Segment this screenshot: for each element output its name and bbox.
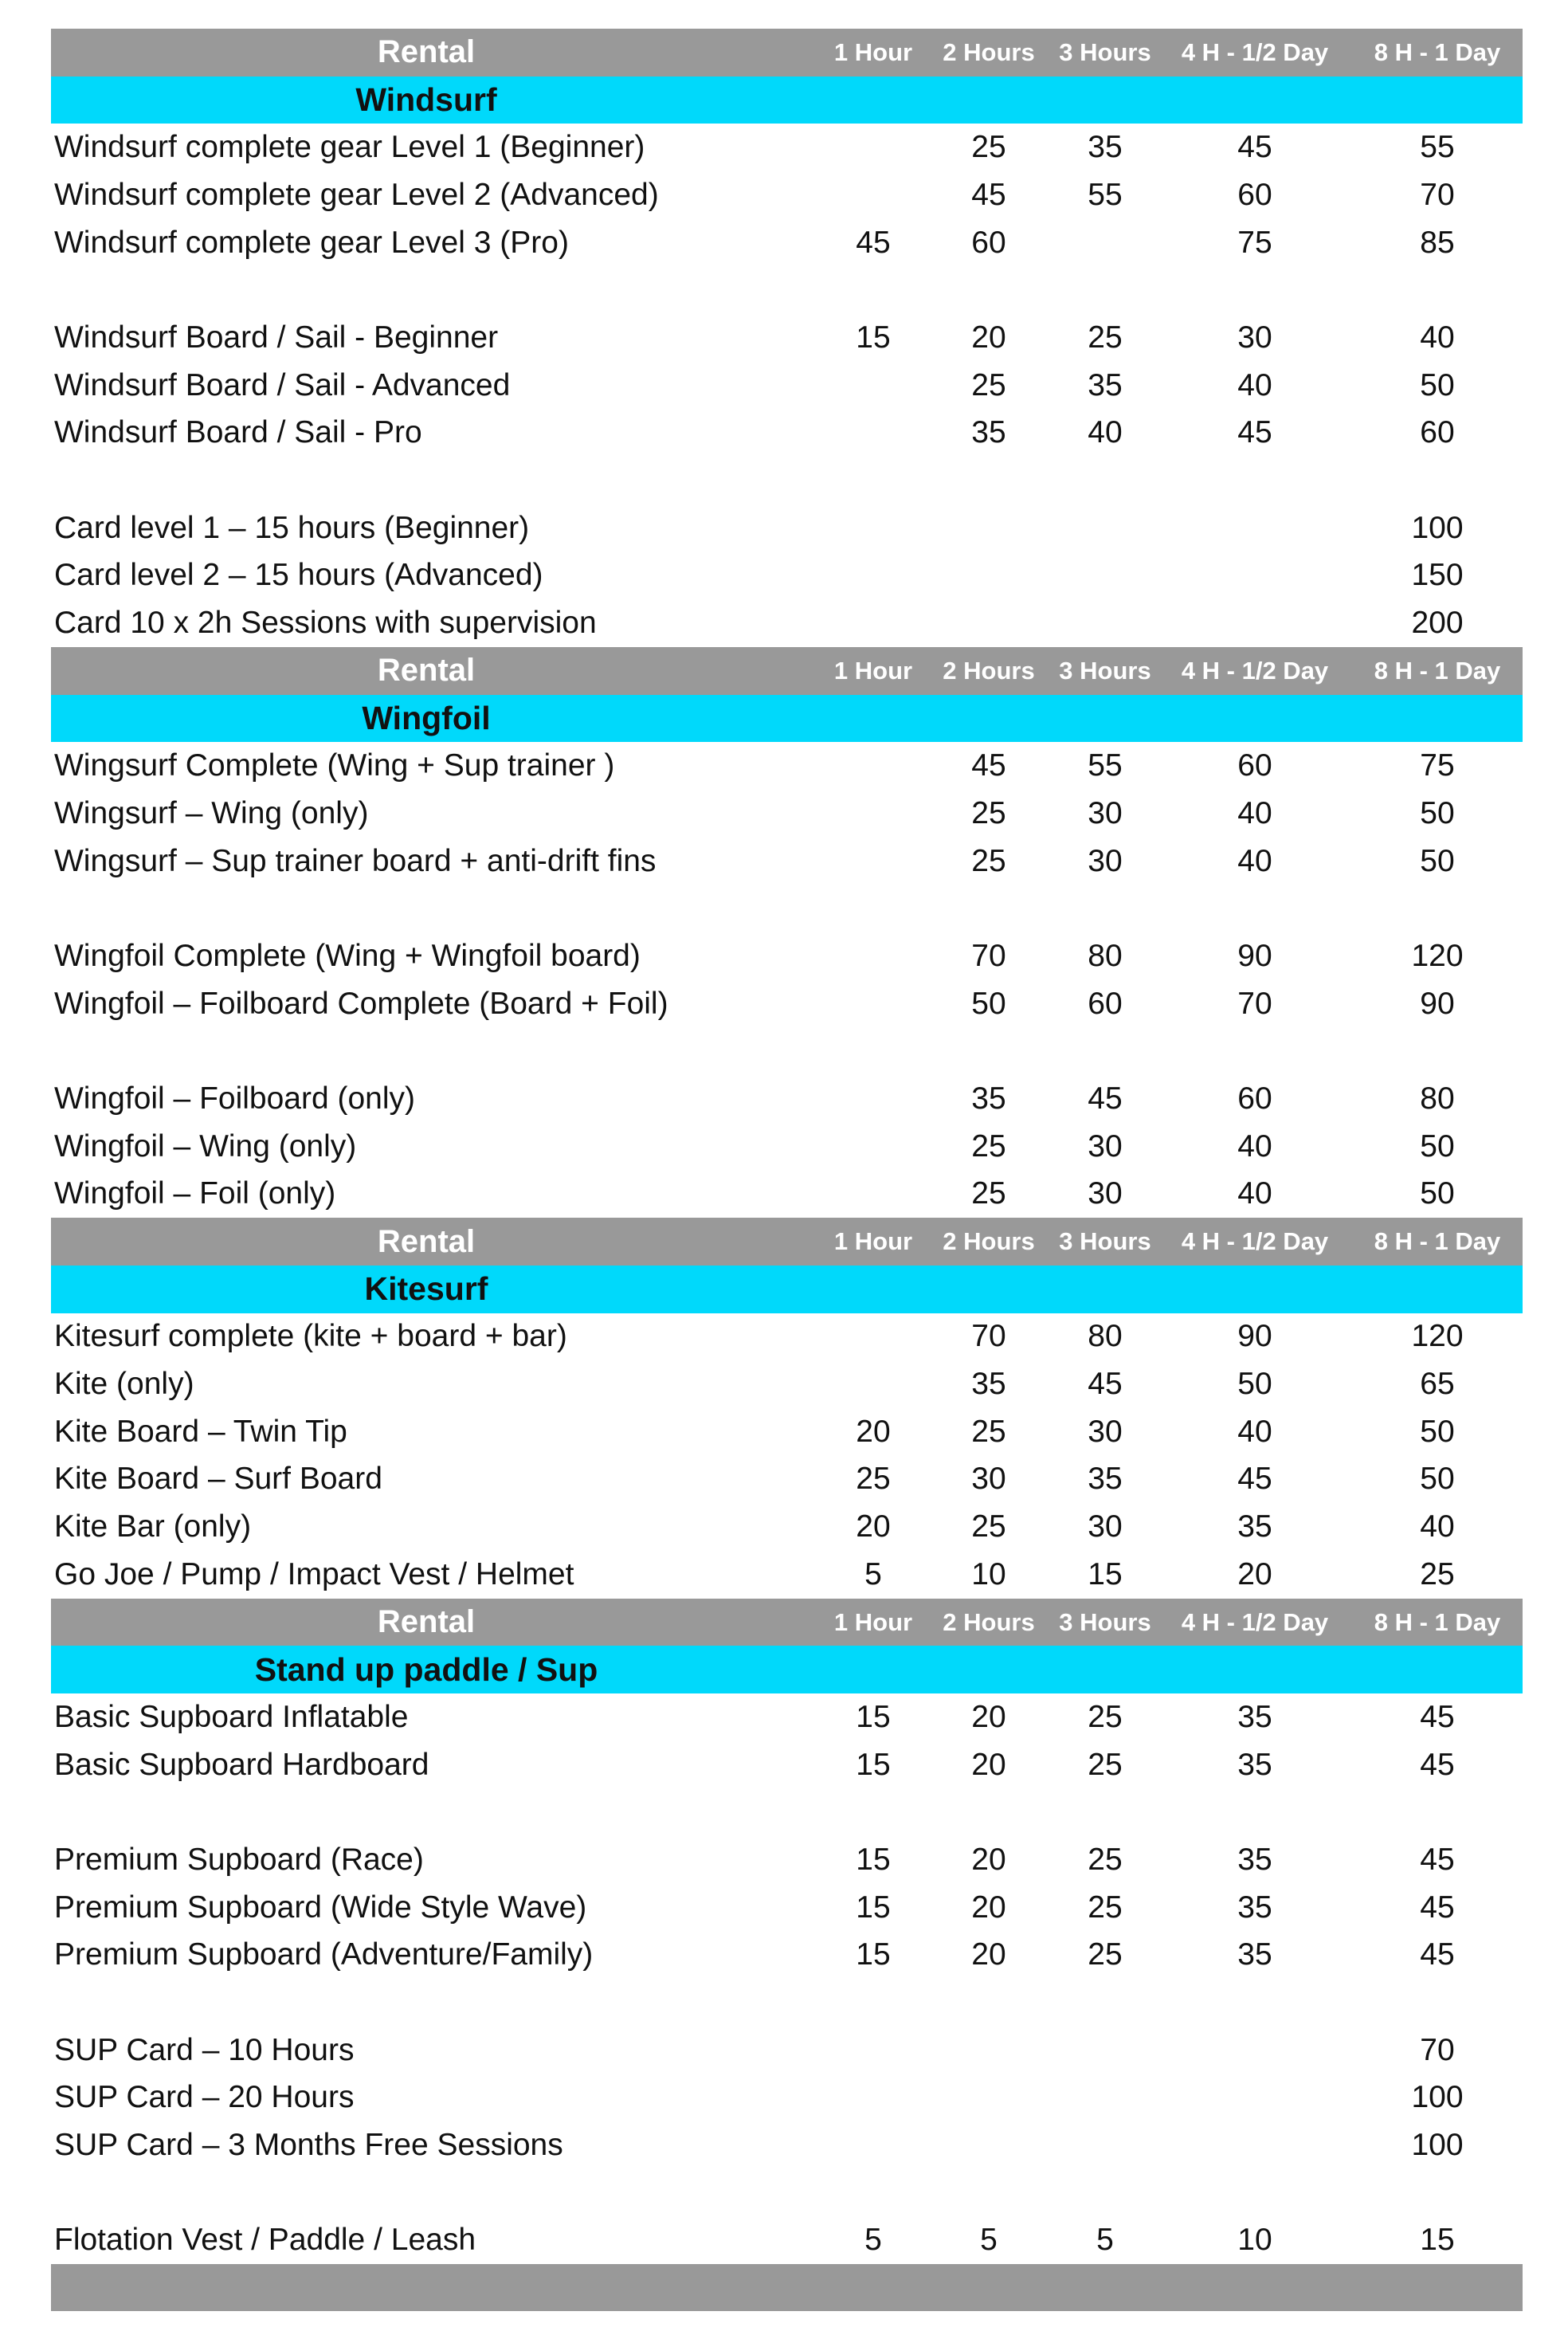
- price-8-h-1-day: 50: [1420, 1176, 1455, 1211]
- price-row: [51, 171, 1523, 219]
- price-8-h-1-day: 50: [1420, 367, 1455, 402]
- price-2-hours: 70: [971, 1319, 1006, 1354]
- price-2-hours: 30: [971, 1462, 1006, 1497]
- price-row: [51, 410, 1523, 457]
- price-8-h-1-day: 45: [1420, 1937, 1455, 1972]
- price-8-h-1-day: 80: [1420, 1081, 1455, 1116]
- price-3-hours: 30: [1088, 843, 1123, 878]
- price-row: [51, 1075, 1523, 1123]
- price-row: [51, 1503, 1523, 1551]
- price-8-h-1-day: 45: [1420, 1699, 1455, 1734]
- item-name: Kite Board – Twin Tip: [54, 1414, 347, 1449]
- price-8-h-1-day: 45: [1420, 1842, 1455, 1877]
- price-4-h-1-2-day: 90: [1237, 938, 1272, 973]
- price-4-h-1-2-day: 35: [1237, 1890, 1272, 1925]
- item-name: Card level 1 – 15 hours (Beginner): [54, 510, 530, 545]
- price-8-h-1-day: 50: [1420, 1414, 1455, 1449]
- price-table: [51, 29, 1523, 2311]
- footer-bar: [51, 2264, 1523, 2311]
- price-8-h-1-day: 50: [1420, 1462, 1455, 1497]
- price-4-h-1-2-day: 35: [1237, 1842, 1272, 1877]
- price-4-h-1-2-day: 40: [1237, 795, 1272, 830]
- item-name: Windsurf Board / Sail - Beginner: [54, 320, 499, 355]
- price-row: [51, 1313, 1523, 1361]
- price-3-hours: 25: [1088, 1699, 1123, 1734]
- price-1-hour: 15: [856, 1890, 891, 1925]
- price-row: [51, 124, 1523, 171]
- price-1-hour: 25: [856, 1462, 891, 1497]
- price-1-hour: 20: [856, 1414, 891, 1449]
- price-row: [51, 552, 1523, 600]
- price-2-hours: 25: [971, 1509, 1006, 1544]
- section-title-row-windsurf: [51, 77, 1523, 124]
- price-8-h-1-day: 60: [1420, 415, 1455, 450]
- price-row: [51, 2217, 1523, 2265]
- price-2-hours: 25: [971, 843, 1006, 878]
- price-1-hour: 15: [856, 1699, 891, 1734]
- item-name: Premium Supboard (Race): [54, 1842, 424, 1877]
- price-row: [51, 1551, 1523, 1599]
- rental-label: Rental: [377, 34, 476, 70]
- section-title-row-stand-up-paddle-sup: [51, 1646, 1523, 1693]
- price-3-hours: 80: [1088, 1319, 1123, 1354]
- item-name: SUP Card – 10 Hours: [54, 2032, 355, 2067]
- spacer-row: [51, 1979, 1523, 2027]
- price-8-h-1-day: 25: [1420, 1556, 1455, 1591]
- price-8-h-1-day: 40: [1420, 320, 1455, 355]
- price-8-h-1-day: 100: [1411, 510, 1464, 545]
- price-4-h-1-2-day: 60: [1237, 177, 1272, 212]
- price-row: [51, 2074, 1523, 2122]
- price-1-hour: 45: [856, 225, 891, 260]
- spacer-row: [51, 1788, 1523, 1836]
- price-3-hours: 55: [1088, 748, 1123, 783]
- price-row: [51, 1408, 1523, 1456]
- price-3-hours: 30: [1088, 795, 1123, 830]
- price-3-hours: 30: [1088, 1176, 1123, 1211]
- price-1-hour: 20: [856, 1509, 891, 1544]
- column-header-1-hour: 1 Hour: [833, 1227, 913, 1256]
- section-title: Stand up paddle / Sup: [254, 1650, 598, 1688]
- item-name: Basic Supboard Hardboard: [54, 1747, 429, 1782]
- header-row-windsurf: [51, 29, 1523, 77]
- column-header-2-hours: 2 Hours: [943, 1227, 1035, 1256]
- item-name: Card level 2 – 15 hours (Advanced): [54, 558, 543, 593]
- price-8-h-1-day: 50: [1420, 843, 1455, 878]
- column-header-4-h-1-2-day: 4 H - 1/2 Day: [1181, 1227, 1329, 1256]
- price-3-hours: 45: [1088, 1081, 1123, 1116]
- price-2-hours: 25: [971, 367, 1006, 402]
- price-4-h-1-2-day: 20: [1237, 1556, 1272, 1591]
- price-row: [51, 1836, 1523, 1884]
- price-1-hour: 15: [856, 1937, 891, 1972]
- column-header-3-hours: 3 Hours: [1059, 1227, 1151, 1256]
- price-8-h-1-day: 45: [1420, 1890, 1455, 1925]
- spacer-row: [51, 885, 1523, 932]
- price-2-hours: 20: [971, 320, 1006, 355]
- column-header-8-h-1-day: 8 H - 1 Day: [1374, 37, 1501, 66]
- price-2-hours: 25: [971, 1128, 1006, 1164]
- price-2-hours: 45: [971, 748, 1006, 783]
- rental-label: Rental: [377, 1223, 476, 1259]
- price-8-h-1-day: 70: [1420, 2032, 1455, 2067]
- item-name: Windsurf Board / Sail - Advanced: [54, 367, 511, 402]
- price-8-h-1-day: 70: [1420, 177, 1455, 212]
- price-2-hours: 20: [971, 1842, 1006, 1877]
- column-header-3-hours: 3 Hours: [1059, 656, 1151, 685]
- price-8-h-1-day: 50: [1420, 795, 1455, 830]
- price-4-h-1-2-day: 40: [1237, 367, 1272, 402]
- price-row: [51, 1884, 1523, 1932]
- item-name: Wingsurf Complete (Wing + Sup trainer ): [54, 748, 615, 783]
- price-1-hour: 15: [856, 1842, 891, 1877]
- price-1-hour: 5: [864, 1556, 882, 1591]
- column-header-2-hours: 2 Hours: [943, 1607, 1035, 1636]
- price-2-hours: 10: [971, 1556, 1006, 1591]
- price-3-hours: 25: [1088, 320, 1123, 355]
- price-8-h-1-day: 100: [1411, 2128, 1464, 2163]
- price-2-hours: 25: [971, 1414, 1006, 1449]
- price-row: [51, 504, 1523, 552]
- price-3-hours: 15: [1088, 1556, 1123, 1591]
- section-title-row-wingfoil: [51, 695, 1523, 743]
- price-8-h-1-day: 150: [1411, 558, 1464, 593]
- price-1-hour: 15: [856, 1747, 891, 1782]
- price-row: [51, 1123, 1523, 1171]
- column-header-2-hours: 2 Hours: [943, 37, 1035, 66]
- column-header-4-h-1-2-day: 4 H - 1/2 Day: [1181, 1607, 1329, 1636]
- price-row: [51, 1171, 1523, 1219]
- item-name: Go Joe / Pump / Impact Vest / Helmet: [54, 1556, 574, 1591]
- price-row: [51, 742, 1523, 790]
- price-2-hours: 35: [971, 1081, 1006, 1116]
- column-header-1-hour: 1 Hour: [833, 1607, 913, 1636]
- price-8-h-1-day: 200: [1411, 606, 1464, 641]
- price-3-hours: 55: [1088, 177, 1123, 212]
- price-8-h-1-day: 65: [1420, 1367, 1455, 1402]
- price-3-hours: 5: [1096, 2223, 1114, 2258]
- price-row: [51, 2027, 1523, 2074]
- item-name: Windsurf complete gear Level 3 (Pro): [54, 225, 569, 260]
- column-header-8-h-1-day: 8 H - 1 Day: [1374, 1607, 1501, 1636]
- item-name: Wingsurf – Sup trainer board + anti-drift fins: [54, 843, 657, 878]
- item-name: Kite Board – Surf Board: [54, 1462, 382, 1497]
- price-row: [51, 1693, 1523, 1741]
- price-row: [51, 314, 1523, 362]
- item-name: Kite Bar (only): [54, 1509, 252, 1544]
- item-name: SUP Card – 3 Months Free Sessions: [54, 2128, 563, 2163]
- column-header-4-h-1-2-day: 4 H - 1/2 Day: [1181, 37, 1329, 66]
- price-3-hours: 35: [1088, 130, 1123, 165]
- item-name: Wingfoil Complete (Wing + Wingfoil board): [54, 938, 641, 973]
- item-name: Flotation Vest / Paddle / Leash: [54, 2223, 476, 2258]
- price-8-h-1-day: 15: [1420, 2223, 1455, 2258]
- price-3-hours: 80: [1088, 938, 1123, 973]
- price-4-h-1-2-day: 75: [1237, 225, 1272, 260]
- price-2-hours: 50: [971, 986, 1006, 1021]
- price-8-h-1-day: 75: [1420, 748, 1455, 783]
- column-header-1-hour: 1 Hour: [833, 37, 913, 66]
- price-8-h-1-day: 55: [1420, 130, 1455, 165]
- spacer-row: [51, 266, 1523, 314]
- price-4-h-1-2-day: 30: [1237, 320, 1272, 355]
- spacer-row: [51, 2169, 1523, 2217]
- price-row: [51, 2121, 1523, 2169]
- price-1-hour: 5: [864, 2223, 882, 2258]
- price-8-h-1-day: 45: [1420, 1747, 1455, 1782]
- item-name: Wingfoil – Foil (only): [54, 1176, 336, 1211]
- price-3-hours: 40: [1088, 415, 1123, 450]
- price-2-hours: 20: [971, 1890, 1006, 1925]
- price-2-hours: 25: [971, 130, 1006, 165]
- price-2-hours: 20: [971, 1699, 1006, 1734]
- price-4-h-1-2-day: 40: [1237, 1414, 1272, 1449]
- item-name: Premium Supboard (Wide Style Wave): [54, 1890, 587, 1925]
- price-4-h-1-2-day: 50: [1237, 1367, 1272, 1402]
- column-header-3-hours: 3 Hours: [1059, 1607, 1151, 1636]
- price-row: [51, 932, 1523, 980]
- price-3-hours: 35: [1088, 367, 1123, 402]
- price-3-hours: 30: [1088, 1414, 1123, 1449]
- price-4-h-1-2-day: 10: [1237, 2223, 1272, 2258]
- column-header-3-hours: 3 Hours: [1059, 37, 1151, 66]
- column-header-2-hours: 2 Hours: [943, 656, 1035, 685]
- price-3-hours: 25: [1088, 1937, 1123, 1972]
- section-title: Windsurf: [355, 81, 497, 119]
- price-4-h-1-2-day: 35: [1237, 1699, 1272, 1734]
- price-row: [51, 1456, 1523, 1504]
- item-name: Basic Supboard Inflatable: [54, 1699, 409, 1734]
- price-4-h-1-2-day: 45: [1237, 1462, 1272, 1497]
- item-name: Card 10 x 2h Sessions with supervision: [54, 606, 597, 641]
- price-4-h-1-2-day: 45: [1237, 415, 1272, 450]
- price-8-h-1-day: 100: [1411, 2080, 1464, 2115]
- price-4-h-1-2-day: 70: [1237, 986, 1272, 1021]
- price-3-hours: 25: [1088, 1842, 1123, 1877]
- price-4-h-1-2-day: 60: [1237, 1081, 1272, 1116]
- price-4-h-1-2-day: 90: [1237, 1319, 1272, 1354]
- price-8-h-1-day: 90: [1420, 986, 1455, 1021]
- price-8-h-1-day: 40: [1420, 1509, 1455, 1544]
- price-2-hours: 25: [971, 795, 1006, 830]
- price-2-hours: 20: [971, 1937, 1006, 1972]
- item-name: Wingfoil – Wing (only): [54, 1128, 357, 1164]
- item-name: SUP Card – 20 Hours: [54, 2080, 355, 2115]
- column-header-1-hour: 1 Hour: [833, 656, 913, 685]
- price-2-hours: 45: [971, 177, 1006, 212]
- price-3-hours: 30: [1088, 1128, 1123, 1164]
- item-name: Kite (only): [54, 1367, 194, 1402]
- item-name: Wingsurf – Wing (only): [54, 795, 369, 830]
- price-2-hours: 5: [980, 2223, 998, 2258]
- price-row: [51, 980, 1523, 1028]
- item-name: Kitesurf complete (kite + board + bar): [54, 1319, 567, 1354]
- price-row: [51, 1360, 1523, 1408]
- price-3-hours: 35: [1088, 1462, 1123, 1497]
- price-row: [51, 362, 1523, 410]
- section-title: Wingfoil: [362, 699, 491, 736]
- item-name: Wingfoil – Foilboard (only): [54, 1081, 416, 1116]
- price-2-hours: 60: [971, 225, 1006, 260]
- spacer-row: [51, 1027, 1523, 1075]
- price-8-h-1-day: 120: [1411, 1319, 1464, 1354]
- price-row: [51, 790, 1523, 838]
- header-row-stand-up-paddle-sup: [51, 1599, 1523, 1646]
- item-name: Windsurf Board / Sail - Pro: [54, 415, 422, 450]
- price-4-h-1-2-day: 40: [1237, 1128, 1272, 1164]
- price-row: [51, 599, 1523, 647]
- item-name: Premium Supboard (Adventure/Family): [54, 1937, 594, 1972]
- price-3-hours: 45: [1088, 1367, 1123, 1402]
- price-2-hours: 25: [971, 1176, 1006, 1211]
- rental-label: Rental: [377, 1604, 476, 1640]
- price-3-hours: 25: [1088, 1890, 1123, 1925]
- price-4-h-1-2-day: 35: [1237, 1747, 1272, 1782]
- column-header-8-h-1-day: 8 H - 1 Day: [1374, 1227, 1501, 1256]
- price-8-h-1-day: 50: [1420, 1128, 1455, 1164]
- price-2-hours: 35: [971, 415, 1006, 450]
- price-3-hours: 60: [1088, 986, 1123, 1021]
- price-8-h-1-day: 85: [1420, 225, 1455, 260]
- spacer-row: [51, 457, 1523, 504]
- item-name: Windsurf complete gear Level 2 (Advanced): [54, 177, 659, 212]
- price-8-h-1-day: 120: [1411, 938, 1464, 973]
- column-header-4-h-1-2-day: 4 H - 1/2 Day: [1181, 656, 1329, 685]
- price-2-hours: 70: [971, 938, 1006, 973]
- price-4-h-1-2-day: 45: [1237, 130, 1272, 165]
- price-4-h-1-2-day: 40: [1237, 1176, 1272, 1211]
- price-2-hours: 20: [971, 1747, 1006, 1782]
- header-row-kitesurf: [51, 1218, 1523, 1266]
- column-header-8-h-1-day: 8 H - 1 Day: [1374, 656, 1501, 685]
- price-row: [51, 219, 1523, 267]
- price-3-hours: 30: [1088, 1509, 1123, 1544]
- price-3-hours: 25: [1088, 1747, 1123, 1782]
- price-4-h-1-2-day: 60: [1237, 748, 1272, 783]
- section-title-row-kitesurf: [51, 1266, 1523, 1313]
- price-4-h-1-2-day: 40: [1237, 843, 1272, 878]
- price-row: [51, 838, 1523, 885]
- price-2-hours: 35: [971, 1367, 1006, 1402]
- section-title: Kitesurf: [364, 1270, 488, 1308]
- price-row: [51, 1932, 1523, 1980]
- price-4-h-1-2-day: 35: [1237, 1937, 1272, 1972]
- header-row-wingfoil: [51, 647, 1523, 695]
- price-4-h-1-2-day: 35: [1237, 1509, 1272, 1544]
- price-row: [51, 1741, 1523, 1789]
- price-1-hour: 15: [856, 320, 891, 355]
- item-name: Windsurf complete gear Level 1 (Beginner): [54, 130, 645, 165]
- item-name: Wingfoil – Foilboard Complete (Board + Foil): [54, 986, 668, 1021]
- rental-label: Rental: [377, 653, 476, 689]
